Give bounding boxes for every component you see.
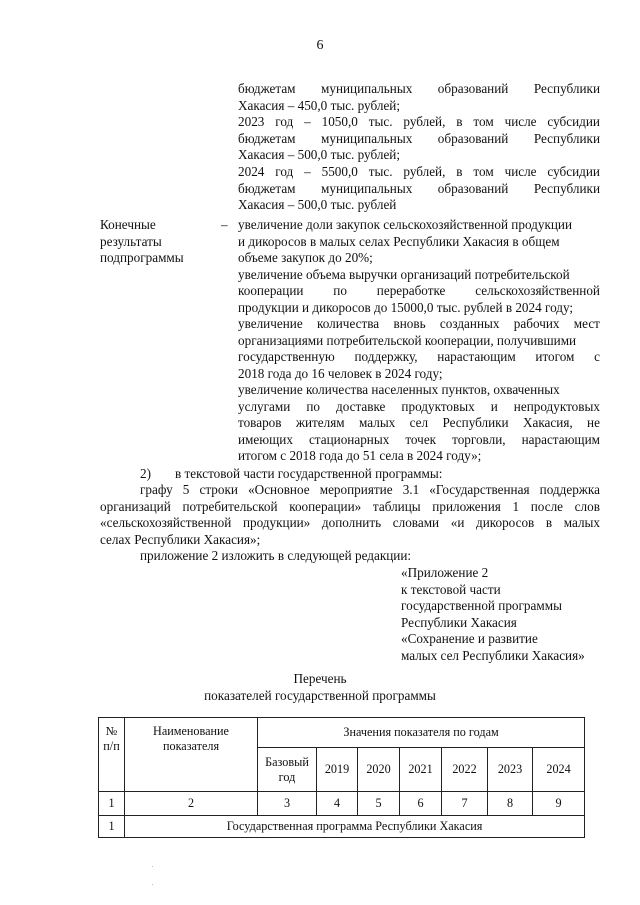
- finance-line: [238, 146, 400, 163]
- results-word: итогом с 2018 года до 51 села в 2024 году»;: [238, 448, 482, 463]
- program-row: [99, 816, 585, 838]
- year-header: Базовый год: [258, 748, 317, 792]
- appendix-caption-line: к текстовой части: [401, 581, 501, 597]
- year-header: 2023: [488, 748, 533, 792]
- item2-word: потребительской: [182, 499, 278, 514]
- column-number: 9: [533, 792, 585, 816]
- item2-word: приложение 2 изложить в следующей редакции:: [140, 548, 412, 563]
- finance-word: Хакасия – 450,0 тыс. рублей;: [238, 97, 401, 113]
- results-line: [238, 447, 481, 464]
- column-number: 2: [125, 792, 258, 816]
- finance-word: муниципальных: [321, 180, 413, 196]
- finance-line: [238, 180, 600, 197]
- item2-line: [100, 498, 600, 515]
- finance-word: тыс.: [368, 164, 393, 179]
- results-label-line: результаты: [100, 233, 162, 249]
- finance-word: образований: [437, 130, 509, 146]
- finance-word: субсидии: [547, 114, 600, 130]
- results-line: [238, 431, 600, 448]
- finance-word: в: [456, 164, 463, 179]
- item2-word: слов: [574, 499, 600, 514]
- item2-word: мероприятие: [319, 482, 393, 497]
- finance-line: [238, 196, 396, 213]
- finance-word: 2024: [238, 164, 265, 179]
- indicators-table: [98, 717, 585, 838]
- results-word: продукции и дикоросов до 15000,0 тыс. рублей в 2024 году;: [238, 299, 574, 315]
- results-word: непродуктовых: [513, 398, 600, 414]
- results-line: [238, 398, 600, 415]
- results-word: стационарных: [308, 431, 390, 447]
- item2-word: после: [530, 499, 564, 514]
- finance-word: образований: [437, 81, 509, 96]
- finance-word: тыс.: [368, 114, 393, 130]
- item2-word: в: [545, 515, 553, 530]
- appendix-caption-line: «Сохранение и развитие: [401, 631, 538, 646]
- results-line: [238, 348, 600, 365]
- scan-mark: [152, 866, 153, 867]
- results-word: объеме закупок до 20%;: [238, 250, 373, 265]
- list-title: Перечень: [293, 671, 347, 686]
- finance-word: том: [473, 114, 494, 130]
- finance-word: том: [473, 164, 494, 179]
- results-word: доставке: [335, 398, 386, 414]
- results-word: переработке: [376, 283, 446, 298]
- results-word: Хакасия,: [522, 415, 573, 430]
- results-line: [238, 332, 576, 349]
- list-subtitle: показателей государственной программы: [204, 688, 436, 703]
- results-word: малых: [359, 415, 396, 430]
- results-word: мест: [573, 316, 600, 331]
- results-word: кооперации: [238, 283, 304, 298]
- finance-line: [238, 80, 600, 97]
- item2-word: «Государственная: [429, 482, 530, 497]
- column-number: 4: [317, 792, 358, 816]
- results-line: [238, 249, 373, 266]
- finance-word: год: [275, 164, 294, 179]
- year-header: 2021: [400, 748, 442, 792]
- year-header: 2022: [442, 748, 488, 792]
- finance-word: рублей,: [403, 164, 446, 179]
- year-header: 2019: [317, 748, 358, 792]
- item2-word: малых: [563, 515, 600, 530]
- item2-number: 2): [140, 466, 151, 481]
- results-word: нарастающим: [521, 431, 600, 447]
- finance-line: [238, 113, 600, 130]
- appendix-caption-line: «Приложение 2: [401, 565, 489, 580]
- item2-word: организаций: [100, 499, 171, 514]
- results-word: увеличение объема выручки организаций потребительской: [238, 266, 570, 282]
- program-row-no: 1: [99, 816, 125, 838]
- results-word: торговли,: [452, 431, 506, 447]
- results-line: [238, 299, 573, 316]
- results-word: увеличение доли закупок сельскохозяйственной продукции: [238, 217, 573, 232]
- item2-word: таблицы: [372, 499, 421, 514]
- results-word: точек: [405, 431, 437, 447]
- item2-word: 1: [512, 499, 520, 514]
- results-word: вновь: [393, 316, 426, 331]
- results-line: [238, 216, 572, 233]
- item2-word: кооперации»: [289, 499, 362, 514]
- item2-line: [100, 514, 600, 531]
- column-number: 8: [488, 792, 533, 816]
- results-word: и дикоросов в малых селах Республики Хакасия в общем: [238, 233, 560, 249]
- item2-line: [140, 547, 411, 564]
- results-word: созданных: [439, 316, 500, 331]
- item2-word: графу: [140, 482, 173, 497]
- year-header: 2020: [358, 748, 400, 792]
- appendix-caption-line: малых сел Республики Хакасия»: [401, 647, 585, 663]
- column-number: 6: [400, 792, 442, 816]
- item2-word: словами: [392, 515, 440, 530]
- finance-word: 5500,0: [321, 164, 358, 179]
- col-no-header: № п/п: [99, 718, 125, 792]
- results-line: [238, 414, 600, 431]
- item2-text: в текстовой части государственной программы:: [175, 466, 443, 481]
- column-number: 3: [258, 792, 317, 816]
- page-number: 6: [316, 38, 324, 53]
- item2-word: поддержка: [539, 482, 600, 497]
- numbers-row: [99, 792, 585, 816]
- column-number: 5: [358, 792, 400, 816]
- item2-word: продукции»: [242, 515, 311, 530]
- finance-word: числе: [504, 114, 537, 130]
- results-word: продуктовых: [401, 398, 475, 414]
- finance-word: субсидии: [547, 164, 600, 179]
- results-word: товаров: [238, 415, 282, 430]
- results-line: [238, 365, 443, 382]
- finance-word: 2023: [238, 114, 265, 130]
- results-word: Республики: [442, 415, 509, 430]
- item2-line: [100, 531, 260, 548]
- item2-word: приложения: [432, 499, 501, 514]
- results-word: увеличение: [238, 316, 303, 331]
- finance-word: муниципальных: [321, 81, 413, 96]
- results-word: 2018 года до 16 человек в 2024 году;: [238, 365, 443, 381]
- column-number: 7: [442, 792, 488, 816]
- finance-word: числе: [504, 164, 537, 179]
- results-word: услугами: [238, 398, 291, 414]
- results-line: [238, 315, 600, 332]
- finance-word: муниципальных: [321, 130, 413, 146]
- results-word: сел: [409, 415, 429, 430]
- column-number: 1: [99, 792, 125, 816]
- results-label-line: подпрограммы: [100, 250, 184, 265]
- finance-word: –: [304, 164, 311, 179]
- results-word: не: [587, 415, 600, 430]
- appendix-caption-line: Республики Хакасия: [401, 614, 517, 630]
- item2-word: селах Республики Хакасия»;: [100, 532, 261, 547]
- year-header: 2024: [533, 748, 585, 792]
- results-word: имеющих: [238, 431, 293, 447]
- results-word: и: [490, 398, 498, 414]
- results-line: [238, 381, 560, 398]
- results-line: [238, 266, 570, 283]
- finance-word: Республики: [533, 130, 600, 146]
- results-word: рабочих: [513, 316, 560, 331]
- item2-word: 3.1: [402, 482, 420, 497]
- finance-word: Республики: [533, 180, 600, 196]
- item2-line: [140, 481, 600, 498]
- results-word: увеличение количества населенных пунктов, охваченных: [238, 382, 560, 397]
- results-word: сельскохозяйственной: [475, 283, 600, 298]
- results-word: по: [306, 398, 320, 414]
- finance-word: образований: [437, 180, 509, 196]
- results-word: по: [333, 283, 347, 298]
- item2-word: строки: [199, 482, 238, 497]
- results-word: итогом: [535, 349, 575, 364]
- finance-word: в: [456, 114, 463, 130]
- finance-word: 1050,0: [321, 114, 358, 130]
- results-line: [238, 233, 560, 250]
- results-word: с: [594, 349, 600, 364]
- scan-mark: [152, 884, 153, 885]
- results-dash: –: [221, 217, 228, 232]
- finance-word: бюджетам: [238, 81, 296, 96]
- finance-word: –: [304, 114, 311, 130]
- results-word: нарастающим: [437, 349, 516, 364]
- col-name-header: Наименование показателя: [125, 718, 258, 792]
- finance-line: [238, 97, 400, 114]
- item2-word: дополнить: [321, 515, 382, 530]
- item2-word: 5: [182, 482, 190, 497]
- item2-word: «Основное: [248, 482, 310, 497]
- finance-word: Хакасия – 500,0 тыс. рублей: [238, 197, 397, 213]
- results-word: организациями потребительской кооперации, получившими: [238, 332, 577, 348]
- finance-word: год: [275, 114, 294, 130]
- results-word: количества: [317, 316, 380, 331]
- col-values-header: Значения показателя по годам: [258, 718, 585, 748]
- finance-word: Республики: [533, 81, 600, 96]
- finance-word: Хакасия – 500,0 тыс. рублей;: [238, 147, 401, 163]
- results-label-line: Конечные: [100, 217, 156, 232]
- program-row-text: Государственная программа Республики Хакасия: [125, 816, 585, 838]
- item2-word: «сельскохозяйственной: [100, 515, 232, 530]
- finance-line: [238, 163, 600, 180]
- finance-line: [238, 130, 600, 147]
- finance-word: бюджетам: [238, 130, 296, 146]
- results-word: государственную: [238, 349, 335, 364]
- results-word: жителям: [295, 415, 345, 430]
- finance-word: бюджетам: [238, 180, 296, 196]
- appendix-caption-line: государственной программы: [401, 598, 562, 613]
- results-line: [238, 282, 600, 299]
- item2-word: дикоросов: [475, 515, 535, 530]
- item2-word: «и: [450, 515, 465, 530]
- results-word: поддержку,: [354, 349, 418, 364]
- finance-word: рублей,: [403, 114, 446, 130]
